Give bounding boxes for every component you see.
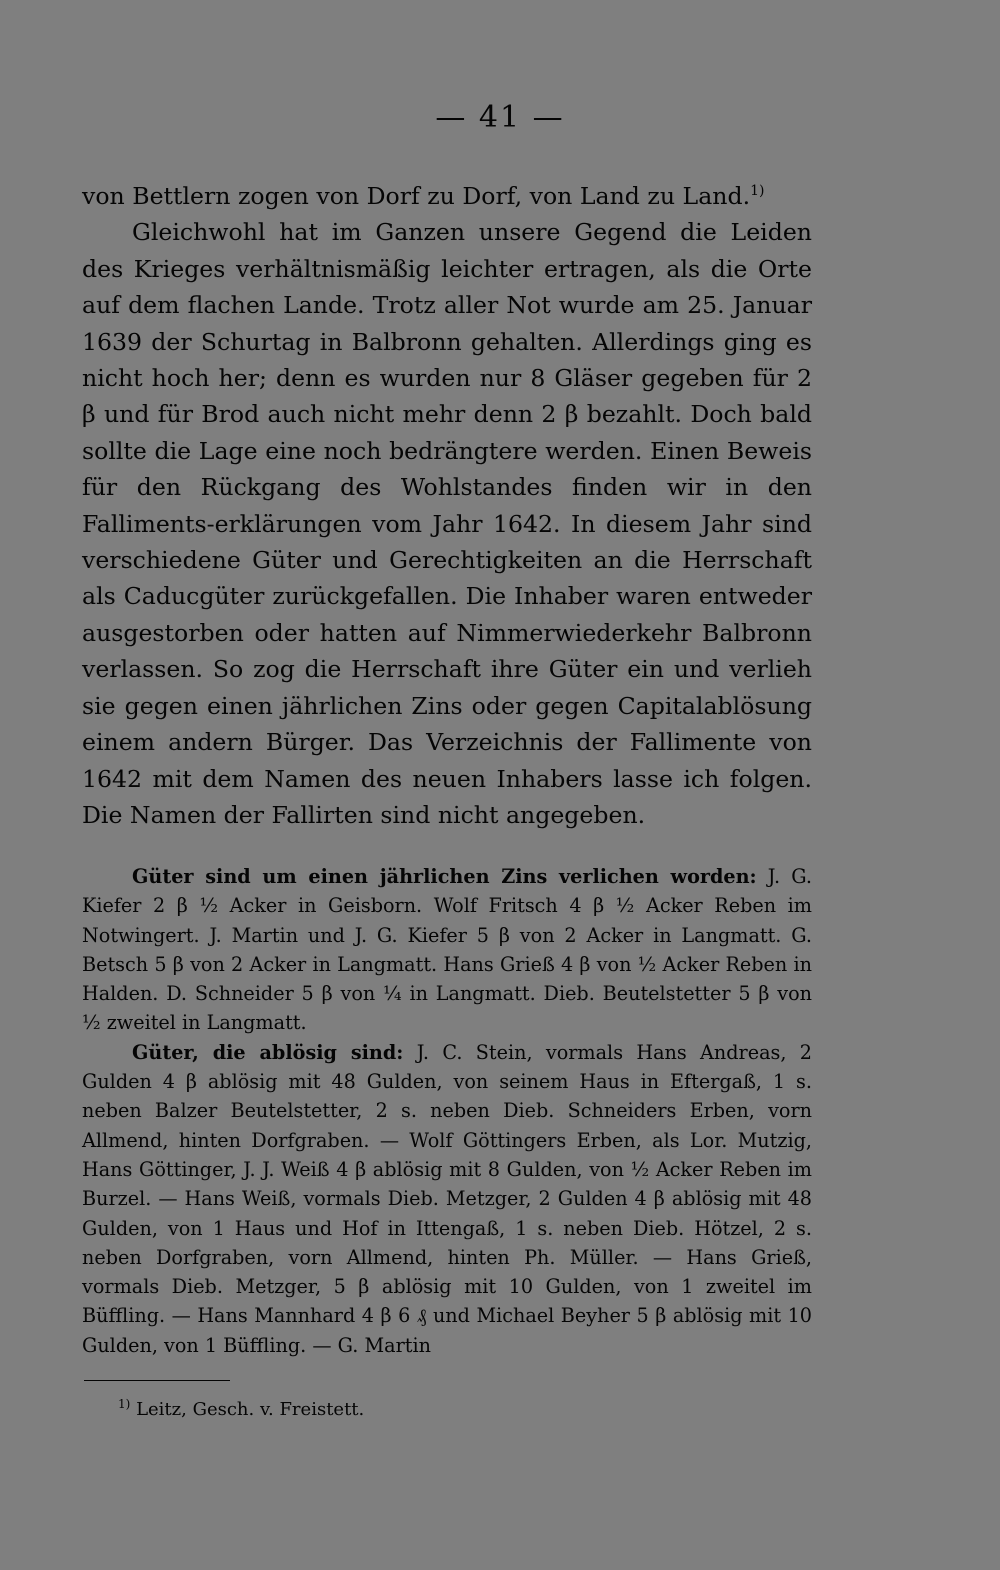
paragraph-1-text: von Bettlern zogen von Dorf zu Dorf, von Land zu Land. xyxy=(82,182,751,210)
footnote-reference: 1) xyxy=(750,183,765,200)
paragraph-1 xyxy=(82,178,812,214)
list-zins-heading: Güter sind um einen jährlichen Zins verlichen worden: xyxy=(132,865,757,888)
footnote-mark: 1) xyxy=(118,1397,131,1411)
fallimente-list xyxy=(82,862,812,1360)
list-abloesig xyxy=(82,1038,812,1360)
list-zins-text: J. G. Kiefer 2 β ½ Acker in Geisborn. Wolf Fritsch 4 β ½ Acker Reben im Notwingert. J. Martin und J. G. Kiefer 5 β von 2 Acker in Langmatt. G. Betsch 5 β von 2 Acker in Langmatt. Hans Grieß 4 β von ½ Acker Reben in Halden. D. Schneider 5 β von ¼ in Langmatt. Dieb. Beutelstetter 5 β von ½ zweitel in Langmatt. xyxy=(82,865,812,1035)
list-abloesig-heading: Güter, die ablösig sind: xyxy=(132,1040,404,1064)
main-text xyxy=(82,178,812,833)
footnote xyxy=(118,1398,364,1422)
page-number: — 41 — xyxy=(435,100,565,135)
list-zins xyxy=(82,862,812,1038)
footnote-text: Leitz, Gesch. v. Freistett. xyxy=(136,1399,365,1420)
footnote-rule xyxy=(84,1380,230,1381)
list-abloesig-text: J. C. Stein, vormals Hans Andreas, 2 Gulden 4 β ablösig mit 48 Gulden, von seinem Haus in Eftergaß, 1 s. neben Balzer Beutelstetter, 2 s. neben Dieb. Schneiders Erben, vorn Allmend, hinten Dorfgraben. — Wolf Göttingers Erben, als Lor. Mutzig, Hans Göttinger, J. J. Weiß 4 β ablösig mit 8 Gulden, von ½ Acker Reben im Burzel. — Hans Weiß, vormals Dieb. Metzger, 2 Gulden 4 β ablösig mit 48 Gulden, von 1 Haus und Hof in Ittengaß, 1 s. neben Dieb. Hötzel, 2 s. neben Dorfgraben, vorn Allmend, hinten Ph. Müller. — Hans Grieß, vormals Dieb. Metzger, 5 β ablösig mit 10 Gulden, von 1 zweitel im Büffling. — Hans Mannhard 4 β 6 ₰ und Michael Beyher 5 β ablösig mit 10 Gulden, von 1 Büffling. — G. Martin xyxy=(82,1040,812,1357)
paragraph-2: Gleichwohl hat im Ganzen unsere Gegend die Leiden des Krieges verhältnismäßig leichter ertragen, als die Orte auf dem flachen Lande. Trotz aller Not wurde am 25. Januar 1639 der Schurtag in Balbronn gehalten. Allerdings ging es nicht hoch her; denn es wurden nur 8 Gläser gegeben für 2 β und für Brod auch nicht mehr denn 2 β bezahlt. Doch bald sollte die Lage eine noch bedrängtere werden. Einen Beweis für den Rückgang des Wohlstandes finden wir in den Falliments-erklärungen vom Jahr 1642. In diesem Jahr sind verschiedene Güter und Gerechtigkeiten an die Herrschaft als Caducgüter zurückgefallen. Die Inhaber waren entweder ausgestorben oder hatten auf Nimmerwiederkehr Balbronn verlassen. So zog die Herrschaft ihre Güter ein und verlieh sie gegen einen jährlichen Zins oder gegen Capitalablösung einem andern Bürger. Das Verzeichnis der Fallimente von 1642 mit dem Namen des neuen Inhabers lasse ich folgen. Die Namen der Fallirten sind nicht angegeben. xyxy=(82,218,812,829)
